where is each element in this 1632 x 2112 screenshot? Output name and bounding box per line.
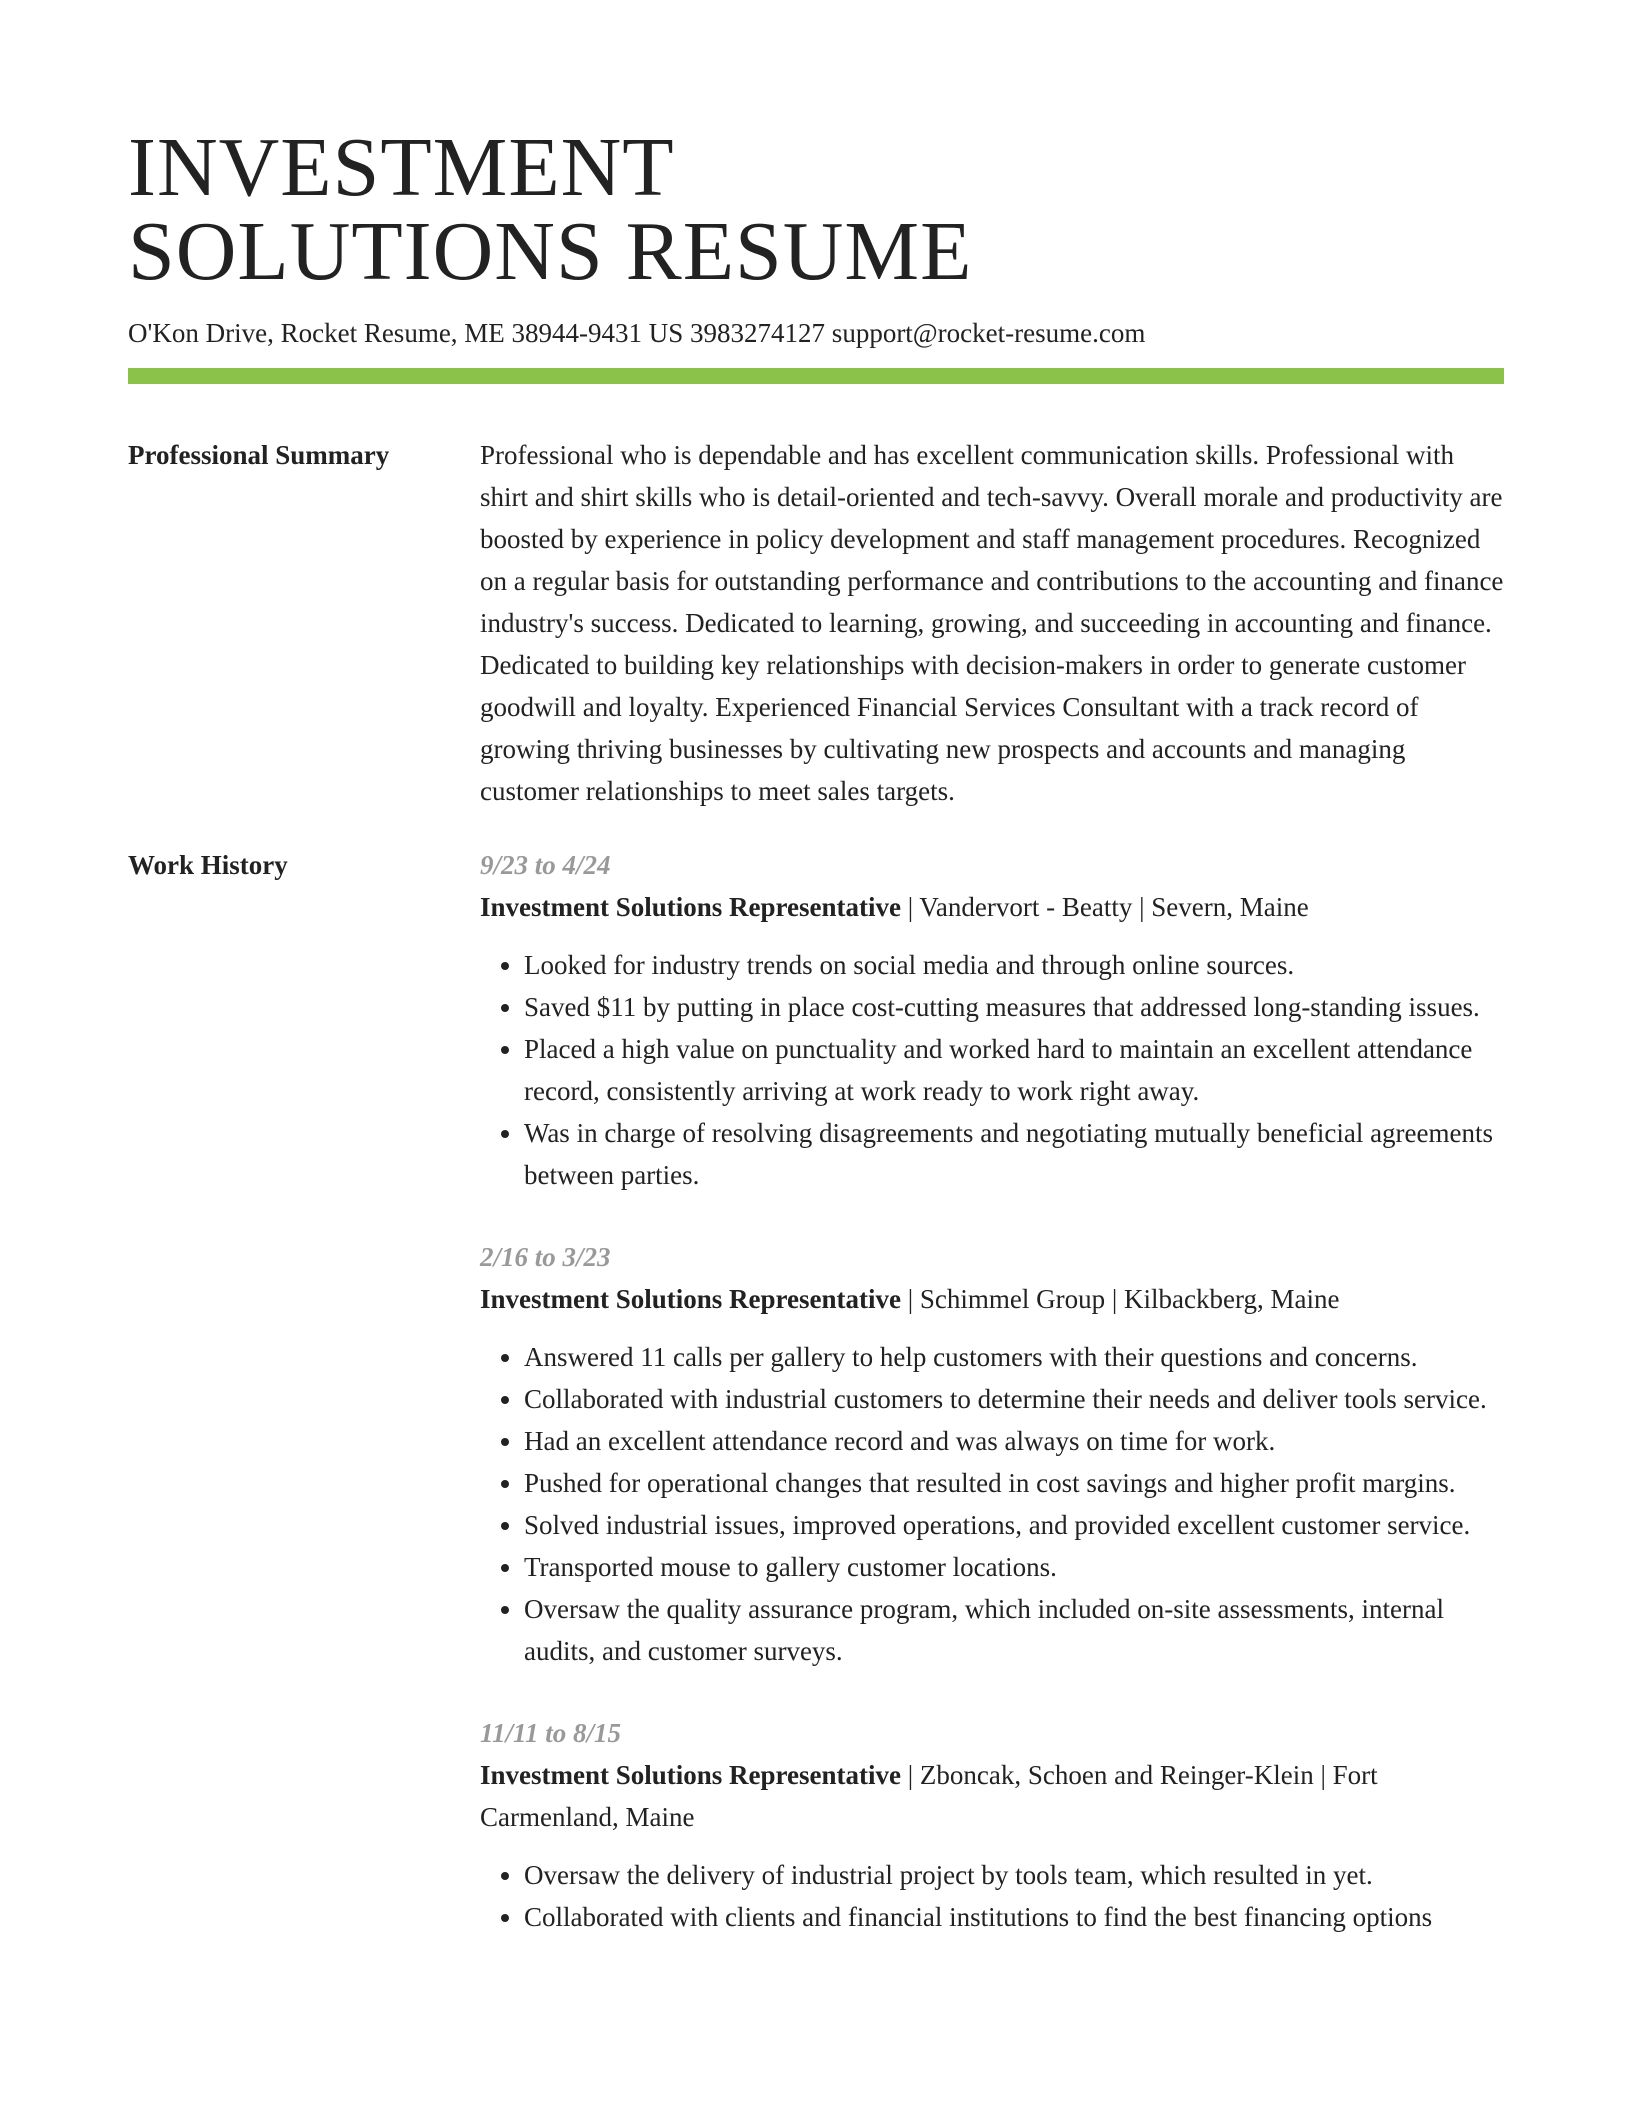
job-bullet: • Transported mouse to gallery customer locations. xyxy=(524,1546,1504,1588)
work-history-section xyxy=(128,844,1504,1978)
job-title: Investment Solutions Representative xyxy=(480,1284,901,1314)
job-bullet: • Pushed for operational changes that resulted in cost savings and higher profit margins. xyxy=(524,1462,1504,1504)
job-heading xyxy=(480,886,1504,928)
job-employer-location: | Schimmel Group | Kilbackberg, Maine xyxy=(901,1284,1340,1314)
job-entry xyxy=(480,1712,1504,1938)
resume-title-line-1: INVESTMENT xyxy=(128,121,675,214)
job-employer-location: | Vandervort - Beatty | Severn, Maine xyxy=(901,892,1309,922)
job-bullet: • Solved industrial issues, improved operations, and provided excellent customer service. xyxy=(524,1504,1504,1546)
job-bullet: • Looked for industry trends on social media and through online sources. xyxy=(524,944,1504,986)
header-divider xyxy=(128,368,1504,384)
resume-title-line-2: SOLUTIONS RESUME xyxy=(128,205,973,298)
job-heading xyxy=(480,1278,1504,1320)
summary-text: Professional who is dependable and has excellent communication skills. Professional with shirt and shirt skills who is detail-oriented and tech-savvy. Overall morale and productivity are boosted by experience in policy development and staff management procedures. Recognized on a regular basis for outstanding performance and contributions to the accounting and finance industry's success. Dedicated to learning, growing, and succeeding in accounting and finance. Dedicated to building key relationships with decision-makers in order to generate customer goodwill and loyalty. Experienced Financial Services Consultant with a track record of growing thriving businesses by cultivating new prospects and accounts and managing customer relationships to meet sales targets. xyxy=(480,440,1504,806)
contact-line: O'Kon Drive, Rocket Resume, ME 38944-9431 US 3983274127 support@rocket-resume.com xyxy=(128,318,1146,348)
professional-summary-section xyxy=(128,434,1504,812)
job-bullet: • Collaborated with industrial customers to determine their needs and deliver tools service. xyxy=(524,1378,1504,1420)
job-employer-location: | Zboncak, Schoen and Reinger-Klein | Fort Carmenland, Maine xyxy=(480,1760,1378,1832)
job-bullet: • Saved $11 by putting in place cost-cutting measures that addressed long-standing issues. xyxy=(524,986,1504,1028)
section-label-summary: Professional Summary xyxy=(128,440,390,470)
job-bullet: • Answered 11 calls per gallery to help customers with their questions and concerns. xyxy=(524,1336,1504,1378)
job-dates: 9/23 to 4/24 xyxy=(480,850,611,880)
job-bullet: • Oversaw the quality assurance program, which included on-site assessments, internal audits, and customer surveys. xyxy=(524,1588,1504,1672)
resume-title xyxy=(128,0,1504,298)
job-bullet: • Had an excellent attendance record and was always on time for work. xyxy=(524,1420,1504,1462)
section-label-work-history: Work History xyxy=(128,850,288,880)
job-entry xyxy=(480,844,1504,1196)
job-title: Investment Solutions Representative xyxy=(480,892,901,922)
job-dates: 11/11 to 8/15 xyxy=(480,1718,622,1748)
job-bullet: • Placed a high value on punctuality and worked hard to maintain an excellent attendance record, consistently arriving at work ready to work right away. xyxy=(524,1028,1504,1112)
work-history-list xyxy=(480,844,1504,1978)
job-title: Investment Solutions Representative xyxy=(480,1760,901,1790)
job-bullet: • Collaborated with clients and financial institutions to find the best financing options xyxy=(524,1896,1504,1938)
job-heading xyxy=(480,1754,1504,1838)
job-bullets xyxy=(480,944,1504,1196)
job-bullets xyxy=(480,1854,1504,1938)
job-bullets xyxy=(480,1336,1504,1672)
job-bullet: • Oversaw the delivery of industrial project by tools team, which resulted in yet. xyxy=(524,1854,1504,1896)
resume-page xyxy=(128,0,1504,1978)
job-dates: 2/16 to 3/23 xyxy=(480,1242,611,1272)
job-bullet: • Was in charge of resolving disagreements and negotiating mutually beneficial agreements between parties. xyxy=(524,1112,1504,1196)
job-entry xyxy=(480,1236,1504,1672)
